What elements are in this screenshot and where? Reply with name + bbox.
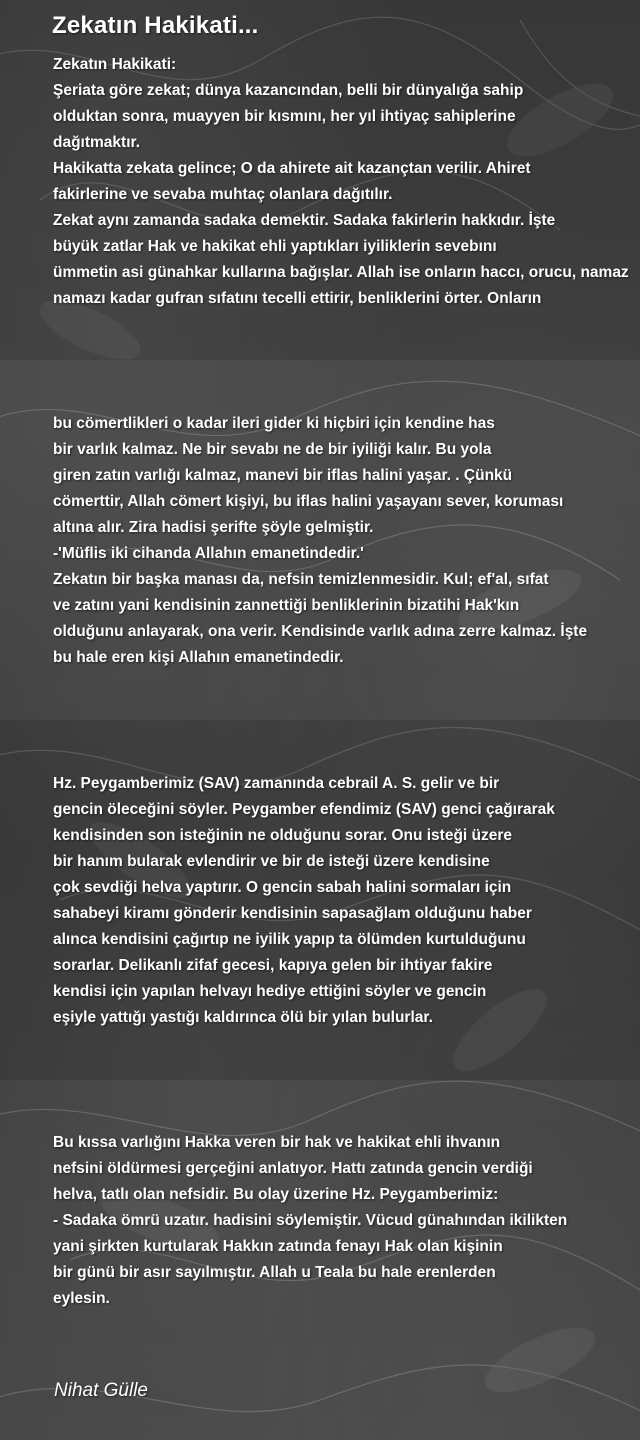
poem-author: Nihat Gülle (54, 1380, 148, 1401)
poem-line: Zekat aynı zamanda sadaka demektir. Sadaka fakirlerin hakkıdır. İşte (53, 212, 556, 229)
poem-line: helva, tatlı olan nefsidir. Bu olay üzerine Hz. Peygamberimiz: (53, 1186, 499, 1203)
poem-line: Zekatın bir başka manası da, nefsin temizlenmesidir. Kul; ef'al, sıfat (53, 571, 549, 588)
poem-line: alınca kendisini çağırtıp ne iyilik yapıp ta ölümden kurtulduğunu (53, 931, 526, 948)
poem-section-2 (53, 411, 640, 671)
poem-line: Hakikatta zekata gelince; O da ahirete ait kazançtan verilir. Ahiret (53, 160, 531, 177)
poem-line: eylesin. (53, 1290, 110, 1307)
poem-line: Bu kıssa varlığını Hakka veren bir hak ve hakikat ehli ihvanın (53, 1134, 501, 1151)
poem-line: bu cömertlikleri o kadar ileri gider ki hiçbiri için kendine has (53, 415, 495, 432)
poem-line: çok sevdiği helva yaptırır. O gencin sabah halini sormaları için (53, 879, 512, 896)
poem-section-3 (53, 771, 640, 1031)
poem-line: dağıtmaktır. (53, 134, 140, 151)
poem-line: namazı kadar gufran sıfatını tecelli ettirir, benliklerini örter. Onların (53, 290, 542, 307)
poem-line: Hz. Peygamberimiz (SAV) zamanında cebrail A. S. gelir ve bir (53, 775, 500, 792)
poem-line: altına alır. Zira hadisi şerifte şöyle gelmiştir. (53, 519, 374, 536)
poem-line: cömerttir, Allah cömert kişiyi, bu iflas halini yaşayanı sever, koruması (53, 493, 564, 510)
poem-section-4 (53, 1130, 640, 1312)
poem-line: sahabeyi kiramı gönderir kendisinin sapasağlam olduğunu haber (53, 905, 532, 922)
poem-line: eşiyle yattığı yastığı kaldırınca ölü bir yılan bulurlar. (53, 1009, 433, 1026)
poem-line: yani şirkten kurtularak Hakkın zatında fenayı Hak olan kişinin (53, 1238, 503, 1255)
poem-line: giren zatın varlığı kalmaz, manevi bir iflas halini yaşar. . Çünkü (53, 467, 513, 484)
poem-line: sorarlar. Delikanlı zifaf gecesi, kapıya gelen bir ihtiyar fakire (53, 957, 493, 974)
poem-line: fakirlerine ve sevaba muhtaç olanlara dağıtılır. (53, 186, 393, 203)
poem-line: ümmetin asi günahkar kullarına bağışlar. Allah ise onların haccı, orucu, namaz (53, 264, 629, 281)
poem-section-1 (53, 52, 640, 312)
poem-line: - Sadaka ömrü uzatır. hadisini söylemiştir. Vücud günahından ikilikten (53, 1212, 568, 1229)
poem-line: Zekatın Hakikati: (53, 56, 177, 73)
poem-line: büyük zatlar Hak ve hakikat ehli yaptıkları iyiliklerin sevebını (53, 238, 497, 255)
poem-line: kendisi için yapılan helvayı hediye ettiğini söyler ve gencin (53, 983, 487, 1000)
poem-line: gencin öleceğini söyler. Peygamber efendimiz (SAV) genci çağırarak (53, 801, 555, 818)
poem-line: -'Müflis iki cihanda Allahın emanetindedir.' (53, 545, 364, 562)
poem-line: bir varlık kalmaz. Ne bir sevabı ne de bir iyiliği kalır. Bu yola (53, 441, 492, 458)
poem-line: Şeriata göre zekat; dünya kazancından, belli bir dünyalığa sahip (53, 82, 524, 99)
poem-line: ve zatını yani kendisinin zannettiği benliklerinin bizatihi Hak'kın (53, 597, 520, 614)
poem-line: olduğunu anlayarak, ona verir. Kendisinde varlık adına zerre kalmaz. İşte (53, 623, 588, 640)
poem-line: bir günü bir asır sayılmıştır. Allah u Teala bu hale erenlerden (53, 1264, 496, 1281)
poem-line: nefsini öldürmesi gerçeğini anlatıyor. Hattı zatında gencin verdiği (53, 1160, 533, 1177)
poem-line: bu hale eren kişi Allahın emanetindedir. (53, 649, 344, 666)
poem-line: bir hanım bularak evlendirir ve bir de isteği üzere kendisine (53, 853, 490, 870)
poem-line: kendisinden son isteğinin ne olduğunu sorar. Onu isteği üzere (53, 827, 513, 844)
poem-line: olduktan sonra, muayyen bir kısmını, her yıl ihtiyaç sahiplerine (53, 108, 516, 125)
poem-title: Zekatın Hakikati... (52, 12, 259, 39)
